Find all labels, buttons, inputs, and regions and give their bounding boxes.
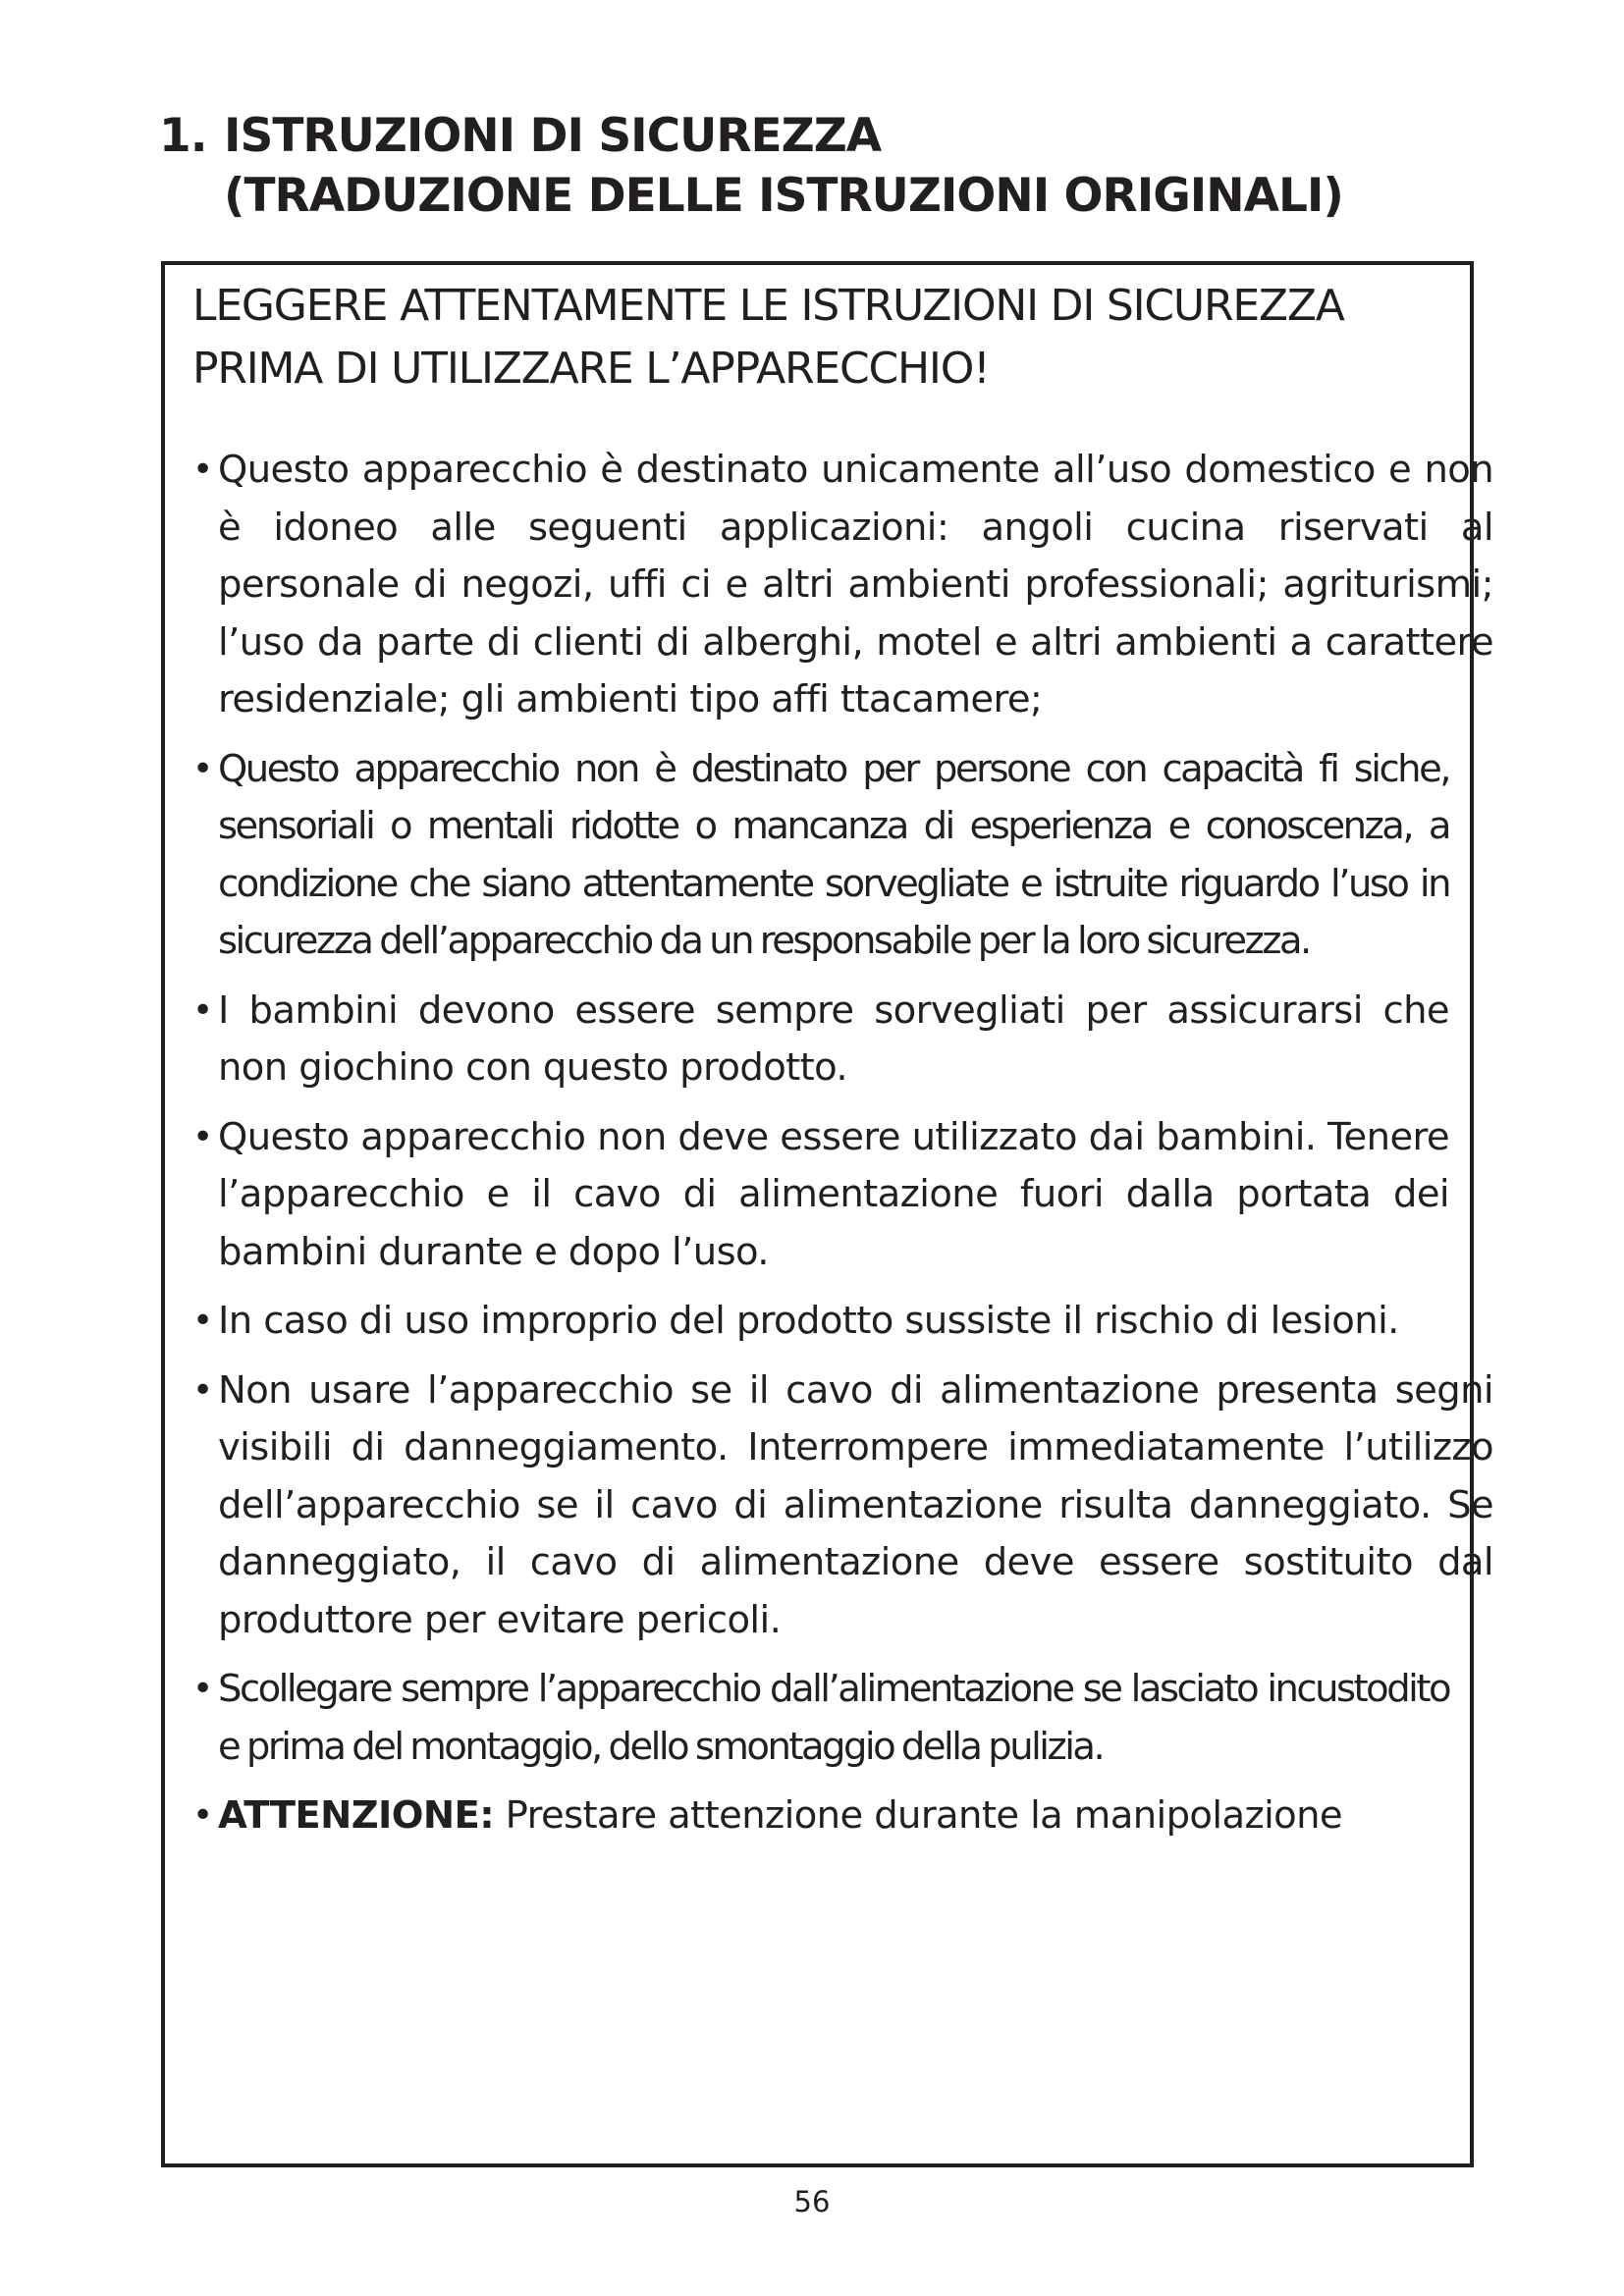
bullet-icon: • xyxy=(192,1301,213,1341)
bullet-icon: • xyxy=(192,748,211,789)
list-item xyxy=(192,1293,1449,1351)
warning-text: Prestare attenzione durante la manipolazione xyxy=(505,1793,1343,1838)
section-heading xyxy=(159,106,1343,226)
list-item-text: Scollegare sempre l’apparecchio dall’alimentazione se lasciato incustodito e prima del montaggio, dello smontaggio della pulizia. xyxy=(218,1667,1449,1769)
section-title: ISTRUZIONI DI SICUREZZA xyxy=(224,109,882,163)
list-item-text: Questo apparecchio è destinato unicamente all’uso domestico e non è idoneo alle seguenti applicazioni: angoli cucina riservati al personale di negozi, uffi ci e altri ambienti professionali; agriturismi; l’uso da parte di clienti di alberghi, motel e altri ambienti a carattere residenziale; gli ambienti tipo affi ttacamere; xyxy=(218,448,1493,721)
list-item xyxy=(192,1661,1449,1776)
section-number: 1. xyxy=(159,109,207,163)
list-item xyxy=(192,442,1493,729)
list-item xyxy=(192,1109,1449,1282)
list-item xyxy=(192,1362,1493,1650)
bullet-icon: • xyxy=(192,450,213,490)
list-item xyxy=(192,983,1449,1097)
bullet-icon: • xyxy=(192,1795,213,1836)
bullet-icon: • xyxy=(192,1116,213,1157)
heading-line-1 xyxy=(159,106,1343,166)
list-item-text: Questo apparecchio non è destinato per persone con capacità fi siche, sensoriali o mentali ridotte o mancanza di esperienza e conoscenza, a condizione che siano attentamente sorvegliate e istruite riguardo l’uso in sicurezza dell’apparecchio da un responsabile per la loro sicurezza. xyxy=(218,746,1449,963)
intro-line-2: PRIMA DI UTILIZZARE L’APPARECCHIO! xyxy=(192,344,990,394)
list-item-text: Questo apparecchio non deve essere utilizzato dai bambini. Tenere l’apparecchio e il cavo di alimentazione fuori dalla portata dei bambini durante e dopo l’uso. xyxy=(218,1114,1449,1274)
safety-instruction-list xyxy=(192,442,1493,1857)
list-item-text: In caso di uso improprio del prodotto sussiste il rischio di lesioni. xyxy=(218,1299,1399,1343)
page-number: 56 xyxy=(793,2185,831,2218)
list-item-text: I bambini devono essere sempre sorvegliati per assicurarsi che non giochino con questo prodotto. xyxy=(218,988,1449,1090)
bullet-icon: • xyxy=(192,1669,211,1709)
warning-label: ATTENZIONE: xyxy=(218,1793,495,1838)
bullet-icon: • xyxy=(192,1369,213,1411)
section-subtitle: (TRADUZIONE DELLE ISTRUZIONI ORIGINALI) xyxy=(224,169,1343,223)
bullet-icon: • xyxy=(192,989,213,1031)
list-item xyxy=(192,741,1449,971)
list-item-text: Non usare l’apparecchio se il cavo di alimentazione presenta segni visibili di danneggiamento. Interrompere immediatamente l’utilizzo dell’apparecchio se il cavo di alimentazione risulta danneggiato. Se danneggiato, il cavo di alimentazione deve essere sostituito dal produttore per evitare pericoli. xyxy=(218,1367,1493,1642)
warning-item xyxy=(192,1788,1449,1845)
box-intro xyxy=(192,275,1469,400)
intro-line-1: LEGGERE ATTENTAMENTE LE ISTRUZIONI DI SICUREZZA xyxy=(192,281,1344,331)
